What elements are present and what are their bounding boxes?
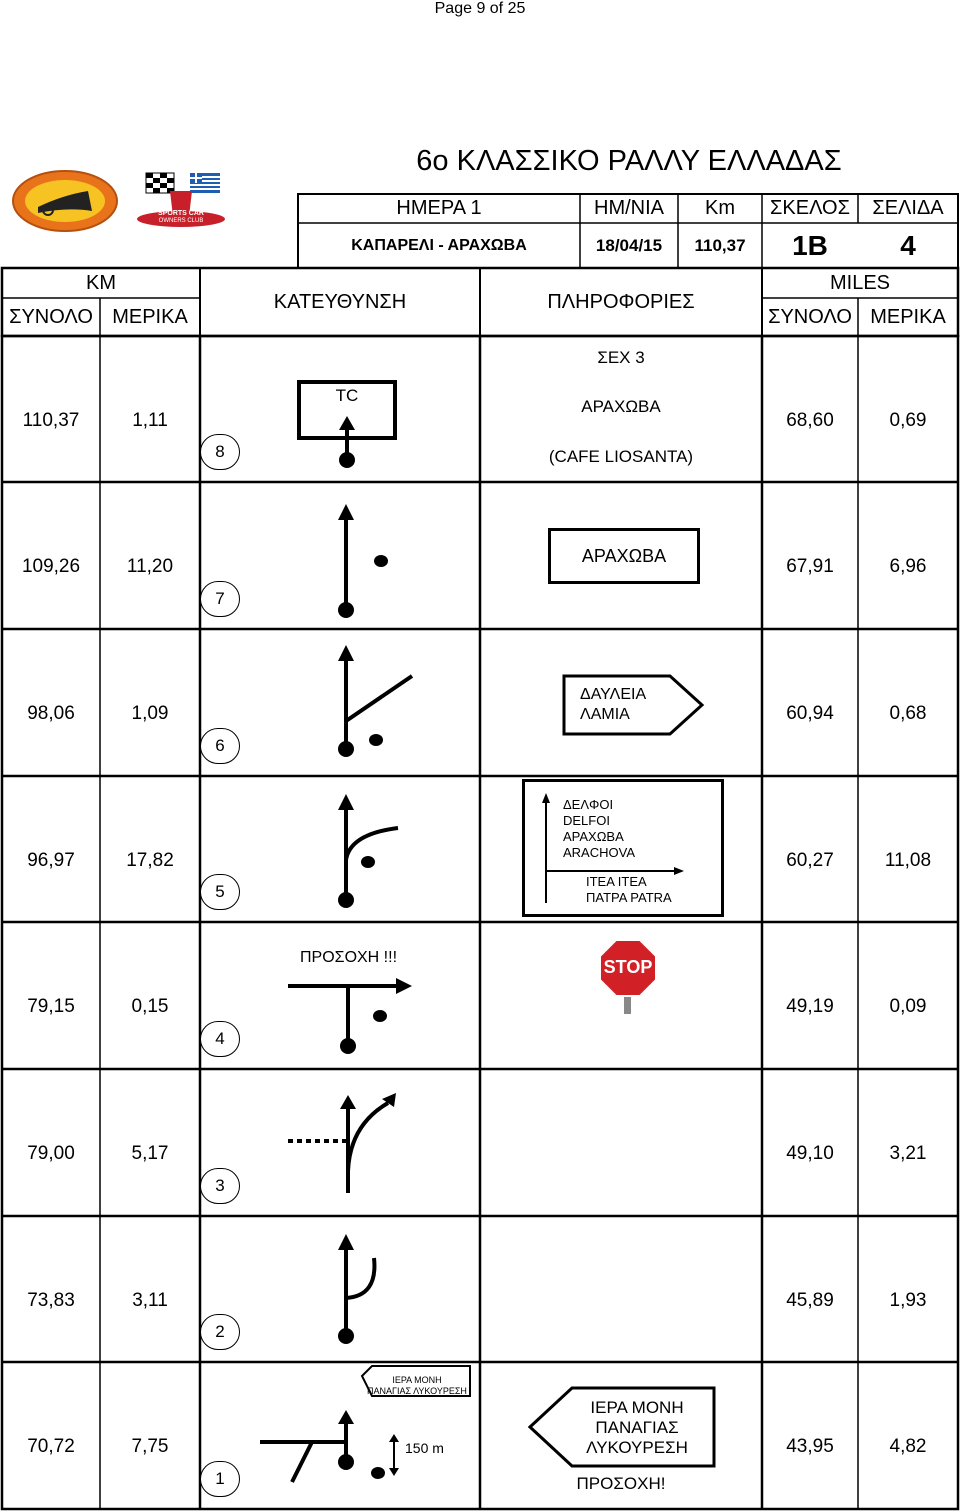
sign-line: ΔΕΛΦΟΙ [563, 797, 614, 812]
sign-text [572, 1398, 702, 1458]
miles-total-cell: 67,91 [786, 556, 834, 577]
miles-partial-cell: 0,09 [889, 996, 927, 1017]
miles-total-cell: 60,94 [786, 703, 834, 724]
day-label: ΗΜΕΡΑ 1 [396, 197, 482, 219]
miles-partial-cell: 11,08 [884, 850, 932, 871]
sign-line: ΙΕΡΑ ΜΟΝΗ [590, 1398, 684, 1417]
info-header: ΠΛΗΡΟΦΟΡΙΕΣ [547, 290, 695, 313]
sign-line: ΙΕΡΑ ΜΟΝΗ [392, 1375, 442, 1385]
miles-partial-cell: 6,96 [889, 556, 927, 577]
miles-partial-cell: 3,21 [889, 1143, 927, 1164]
info-line: ΣΕΧ 3 [597, 348, 645, 367]
km-partial-cell: 1,09 [131, 703, 169, 724]
note-text: ΠΡΟΣΟΧΗ! [576, 1474, 666, 1493]
miles-total-cell: 45,89 [786, 1290, 834, 1311]
km-total-cell: 79,15 [27, 996, 75, 1017]
sign-line: ΙΤΕΑ ITEA [586, 874, 647, 889]
km-total-cell: 110,37 [22, 410, 80, 431]
info-line: (CAFE LIOSANTA) [548, 447, 694, 466]
km-partial-cell: 11,20 [126, 556, 174, 577]
instruction-number: 3 [200, 1168, 240, 1204]
svg-text:OWNERS CLUB: OWNERS CLUB [158, 218, 204, 224]
miles-total-cell: 49,10 [786, 1143, 834, 1164]
tulip-diagram-7 [200, 482, 480, 629]
km-total-cell: 73,83 [27, 1290, 75, 1311]
km-partial-cell: 3,11 [132, 1290, 168, 1311]
km-partial-cell: 7,75 [131, 1436, 169, 1457]
sign-text [586, 874, 672, 906]
stop-sign-text: STOP [603, 957, 653, 977]
sign-line: ΛΥΚΟΥΡΕΣΗ [586, 1438, 688, 1457]
km-partial-cell: 17,82 [126, 850, 174, 871]
instruction-number: 6 [200, 728, 240, 764]
miles-partial-cell: 0,68 [889, 703, 927, 724]
km-total-cell: 79,00 [27, 1143, 75, 1164]
km-partial-cell: 5,17 [131, 1143, 169, 1164]
tulip-diagram-3 [200, 1069, 480, 1216]
page-title: 6ο ΚΛΑΣΣΙΚΟ ΡΑΛΛΥ ΕΛΛΑΔΑΣ [416, 145, 842, 177]
tulip-diagram-4 [200, 922, 480, 1069]
instruction-number: 1 [200, 1461, 240, 1497]
sign-text [580, 685, 646, 725]
sign-text [563, 797, 635, 861]
km-total-cell: 98,06 [27, 703, 75, 724]
leg-label: ΣΚΕΛΟΣ [770, 197, 850, 219]
sign-line: DELFOI [563, 813, 610, 828]
direction-header: ΚΑΤΕΥΘΥΝΣΗ [273, 290, 407, 313]
tc-label: TC [335, 386, 359, 405]
page-value: 4 [900, 229, 916, 261]
place-sign: ΑΡΑΧΩΒΑ [548, 528, 700, 584]
miles-total-cell: 43,95 [786, 1436, 834, 1457]
tulip-diagram-6 [200, 629, 480, 776]
instruction-number: 7 [200, 581, 240, 617]
small-sign-text [362, 1375, 472, 1397]
miles-partial-header: ΜΕΡΙΚΑ [870, 305, 946, 328]
tulip-diagram-5 [200, 776, 480, 922]
km-column-header: ΚΜ [86, 271, 116, 294]
date-label: ΗΜ/ΝΙΑ [594, 197, 664, 219]
instruction-number: 4 [200, 1021, 240, 1057]
instruction-number: 5 [200, 874, 240, 910]
page-number: Page 9 of 25 [434, 0, 526, 17]
km-label: Km [705, 197, 735, 219]
km-partial-cell: 1,11 [132, 410, 168, 431]
info-line: ΑΡΑΧΩΒΑ [581, 397, 661, 416]
route-value: ΚΑΠΑΡΕΛΙ - ΑΡΑΧΩΒΑ [351, 236, 527, 254]
miles-total-cell: 60,27 [786, 850, 834, 871]
instruction-number: 8 [200, 434, 240, 470]
distance-label: 150 m [405, 1440, 444, 1456]
sign-line: ΑΡΑΧΩΒΑ [563, 829, 624, 844]
page-label: ΣΕΛΙΔΑ [872, 197, 944, 219]
miles-column-header: MILES [829, 271, 891, 294]
km-partial-cell: 0,15 [131, 996, 169, 1017]
km-value: 110,37 [694, 235, 746, 255]
km-total-cell: 96,97 [27, 850, 75, 871]
sign-line: ΠΑΤΡΑ PATRA [586, 890, 672, 905]
sign-line: ΠΑΝΑΓΙΑΣ ΛΥΚΟΥΡΕΣΗ [367, 1386, 467, 1396]
km-total-cell: 109,26 [21, 556, 81, 577]
km-total-cell: 70,72 [27, 1436, 75, 1457]
sign-line: ΛΑΜΙΑ [580, 706, 630, 723]
instruction-number: 2 [200, 1314, 240, 1350]
stop-sign-icon [598, 938, 658, 1016]
miles-total-cell: 49,19 [786, 996, 834, 1017]
km-total-header: ΣΥΝΟΛΟ [9, 305, 93, 328]
miles-partial-cell: 1,93 [889, 1290, 927, 1311]
warning-text: ΠΡΟΣΟΧΗ !!! [300, 949, 398, 966]
miles-total-cell: 68,60 [786, 410, 834, 431]
sign-line: ΠΑΝΑΓΙΑΣ [595, 1418, 679, 1437]
leg-value: 1B [792, 229, 828, 261]
svg-text:SPORTS CAR: SPORTS CAR [158, 210, 204, 217]
miles-total-header: ΣΥΝΟΛΟ [768, 305, 852, 328]
miles-partial-cell: 4,82 [889, 1436, 927, 1457]
sign-line: ARACHOVA [563, 845, 635, 860]
km-partial-header: ΜΕΡΙΚΑ [112, 305, 188, 328]
miles-partial-cell: 0,69 [889, 410, 927, 431]
tulip-diagram-8 [200, 336, 480, 482]
tulip-diagram-2 [200, 1216, 480, 1362]
date-value: 18/04/15 [595, 235, 663, 255]
sign-line: ΔΑΥΛΕΙΑ [580, 686, 647, 703]
